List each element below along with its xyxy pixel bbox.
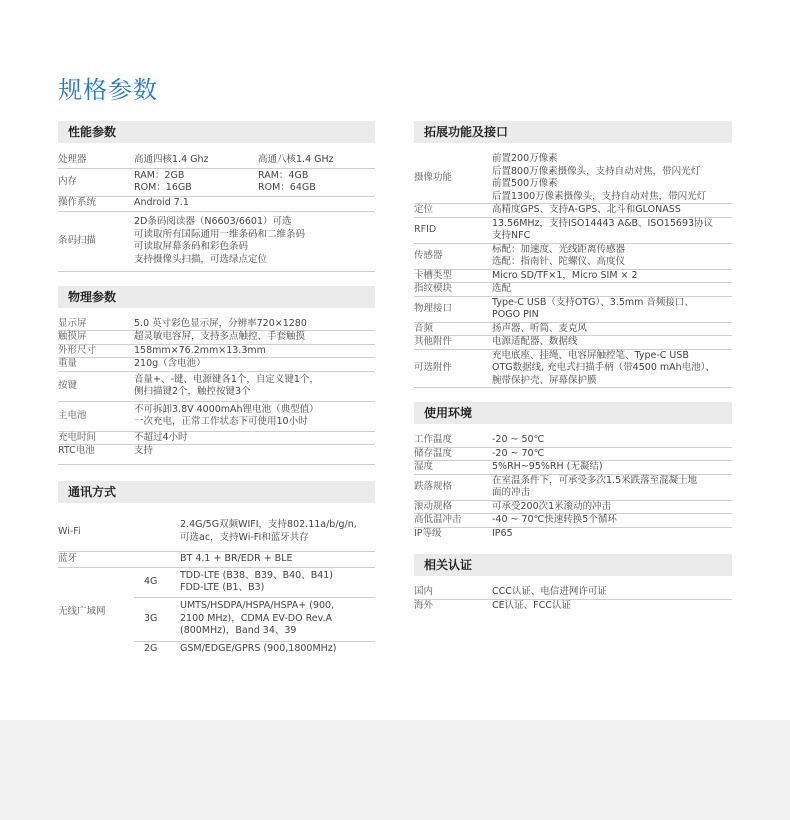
spec-value: TDD-LTE (B38、B39、B40、B41) [180,569,334,581]
spec-label: 指纹模块 [414,283,492,297]
section-heading: 使用环境 [414,402,732,424]
spec-label: 其他附件 [414,336,492,350]
section-heading: 通讯方式 [58,481,375,503]
spec-value: 不超过4小时 [134,431,188,443]
table-row [58,153,375,168]
spec-value: Micro SD/TF×1，Micro SIM × 2 [492,269,638,281]
table-row [414,599,732,612]
physical-section [58,286,375,466]
table-row [58,401,375,431]
spec-label: 条码扫描 [58,211,134,271]
spec-value: 5%RH~95%RH (无凝结) [492,461,603,472]
spec-label: 音频 [414,322,492,336]
spec-label: 外形尺寸 [58,344,134,358]
spec-label: 国内 [414,586,492,599]
spec-value: 扬声器、听筒、麦克风 [492,322,588,334]
section-heading: 物理参数 [58,286,375,308]
spec-value: CCC认证、电信进网许可证 [492,586,607,597]
table-row [58,431,375,445]
table-row [58,358,375,372]
spec-value: 2100 MHz)，CDMA EV-DO Rev.A [180,612,333,624]
table-row [58,445,375,465]
spec-value: BT 4.1 + BR/EDR + BLE [180,551,375,567]
spec-label: 湿度 [414,461,492,475]
spec-value: FDD-LTE (B1、B3) [180,582,265,593]
spec-label: 触摸屏 [58,331,134,345]
spec-value: Android 7.1 [134,196,375,211]
spec-label: 物理接口 [414,296,492,322]
spec-value: 腕带保护壳、屏幕保护膜 [492,374,597,386]
certification-section [414,554,732,612]
spec-value: -20 ~ 70℃ [492,447,545,459]
footer-band [0,720,790,820]
spec-value: Type-C USB（支持OTG）、3.5mm 音频接口、 [492,296,694,308]
spec-value: 可读取屏幕条码和彩色条码 [134,241,249,252]
table-row [414,243,732,269]
spec-label: 跌落规格 [414,474,492,500]
spec-value: 前置200万像素 [492,153,558,164]
spec-value: 后置1300万像素摄像头，支持自动对焦，带闪光灯 [492,190,707,202]
spec-label: 摄像功能 [414,153,492,204]
table-row [414,283,732,297]
table-row [414,336,732,350]
spec-label: 传感器 [414,243,492,269]
table-row [58,318,375,331]
spec-value: CE认证、FCC认证 [492,599,571,611]
table-row [414,500,732,514]
spec-label: 储存温度 [414,447,492,461]
spec-value: 可承受200次1米滚动的冲击 [492,500,612,512]
spec-value: ROM：64GB [258,182,316,193]
spec-value: ROM：16GB [134,182,192,193]
right-column [414,121,732,626]
spec-value: 可选ac，支持Wi-Fi和蓝牙共存 [180,531,309,543]
spec-value: 后置800万像素摄像头，支持自动对焦，带闪光灯 [492,165,701,177]
table-row [58,168,375,196]
spec-value: RAM：4GB [258,169,309,181]
spec-value: 高通八核1.4 GHz [258,154,334,165]
spec-value: 选配 [492,283,512,294]
spec-table [414,434,732,540]
spec-label: 显示屏 [58,318,134,331]
spec-label: 内存 [58,168,134,196]
spec-value: 不可拆卸3.8V 4000mAh锂电池（典型值） [134,403,319,415]
table-row [414,153,732,204]
environment-section [414,402,732,540]
spec-label: 工作温度 [414,434,492,447]
table-row [414,474,732,500]
spec-label: 卡槽类型 [414,269,492,283]
table-row [414,296,732,322]
table-row [414,322,732,336]
spec-value: -20 ~ 50℃ [492,434,545,445]
spec-label: 蓝牙 [58,551,180,567]
spec-sublabel: 4G [134,567,180,597]
table-row [414,586,732,599]
spec-table [414,153,732,388]
spec-value: 侧扫描键2个，触控按键3个 [134,386,251,397]
table-row [58,331,375,345]
spec-value: 选配：指南针、陀螺仪、高度仪 [492,256,626,267]
spec-label: Wi-Fi [58,513,180,551]
spec-label: 重量 [58,358,134,372]
spec-value: 超灵敏电容屏，支持多点触控、手套触摸 [134,331,306,342]
table-row [58,513,375,551]
spec-value: GSM/EDGE/GPRS (900,1800MHz) [180,643,337,654]
spec-label: 充电时间 [58,431,134,445]
spec-label: 按键 [58,371,134,401]
table-row [414,434,732,447]
spec-value: 高精度GPS、支持A-GPS、北斗和GLONASS [492,204,681,215]
spec-table [58,513,375,657]
spec-value: 2D条码阅读器（N6603/6601）可选 [134,216,292,227]
section-heading: 拓展功能及接口 [414,121,732,143]
spec-value: 210g（含电池） [134,358,206,369]
section-heading: 性能参数 [58,121,375,143]
page-title: 规格参数 [58,76,158,104]
table-row [58,211,375,271]
spec-value: 电源适配器、数据线 [492,336,578,347]
spec-value: 充电底座、挂绳、电容屏触控笔、Type-C USB [492,349,689,361]
spec-label: RTC电池 [58,445,134,465]
spec-value: 支持NFC [492,230,531,241]
spec-value: 在室温条件下，可承受多次1.5米跌落至混凝土地 [492,474,698,486]
spec-value: 可读取所有国际通用一维条码和二维条码 [134,228,306,240]
spec-label: 处理器 [58,153,134,168]
table-row [58,344,375,358]
spec-table [58,153,375,272]
spec-label: 操作系统 [58,196,134,211]
spec-label: 海外 [414,599,434,611]
spec-sublabel: 3G [134,597,180,641]
table-row [58,196,375,211]
table-row [58,567,375,597]
spec-table [414,586,732,612]
table-row [414,204,732,218]
spec-label: 定位 [414,204,492,218]
communication-section [58,481,375,657]
spec-value: 标配：加速度、光线距离传感器 [492,243,626,255]
spec-value: 高通四核1.4 Ghz [134,154,209,165]
expansion-section [414,121,732,388]
spec-value: UMTS/HSDPA/HSPA/HSPA+ (900, [180,600,335,612]
spec-label: 无线广域网 [58,606,106,617]
spec-sublabel: 2G [144,643,158,654]
spec-value: 面的冲击 [492,487,531,498]
spec-label: IP等级 [414,527,442,539]
spec-value: 5.0 英寸彩色显示屏，分辨率720×1280 [134,317,307,329]
spec-value: 音量+、-键、电源键各1个，自定义键1个， [134,373,319,385]
section-heading: 相关认证 [414,554,732,576]
table-row [414,269,732,283]
performance-section [58,121,375,272]
spec-value: 支持 [134,445,154,456]
left-column [58,121,375,671]
spec-value: IP65 [492,527,513,539]
spec-label: 可选附件 [414,349,492,388]
spec-value: 13.56MHz，支持ISO14443 A&B、ISO15693协议 [492,217,714,229]
table-row [414,447,732,461]
spec-value: -40 ~ 70℃快速转换5个循环 [492,514,617,525]
spec-label: 滚动规格 [414,500,492,514]
spec-value: OTG数据线, 充电式扫描手柄（带4500 mAh电池）、 [492,362,715,373]
table-row [414,527,732,540]
spec-value: 支持摄像头扫描，可选绿点定位 [134,253,268,265]
spec-label: 高低温冲击 [414,514,492,528]
table-row [414,461,732,475]
table-row [58,371,375,401]
spec-table [58,318,375,466]
spec-value: 158mm×76.2mm×13.3mm [134,344,266,356]
table-row [414,217,732,243]
spec-value: 前置500万像素 [492,178,558,189]
spec-value: POGO PIN [492,309,539,320]
spec-value: (800MHz)，Band 34、39 [180,625,297,637]
spec-value: 一次充电，正常工作状态下可使用10小时 [134,416,308,427]
spec-label: 主电池 [58,401,134,431]
table-row [58,551,375,567]
spec-value: 2.4G/5G双频WIFI，支持802.11a/b/g/n, [180,519,357,531]
spec-label: RFID [414,217,492,243]
table-row [414,514,732,528]
table-row [414,349,732,388]
spec-value: RAM：2GB [134,169,185,181]
